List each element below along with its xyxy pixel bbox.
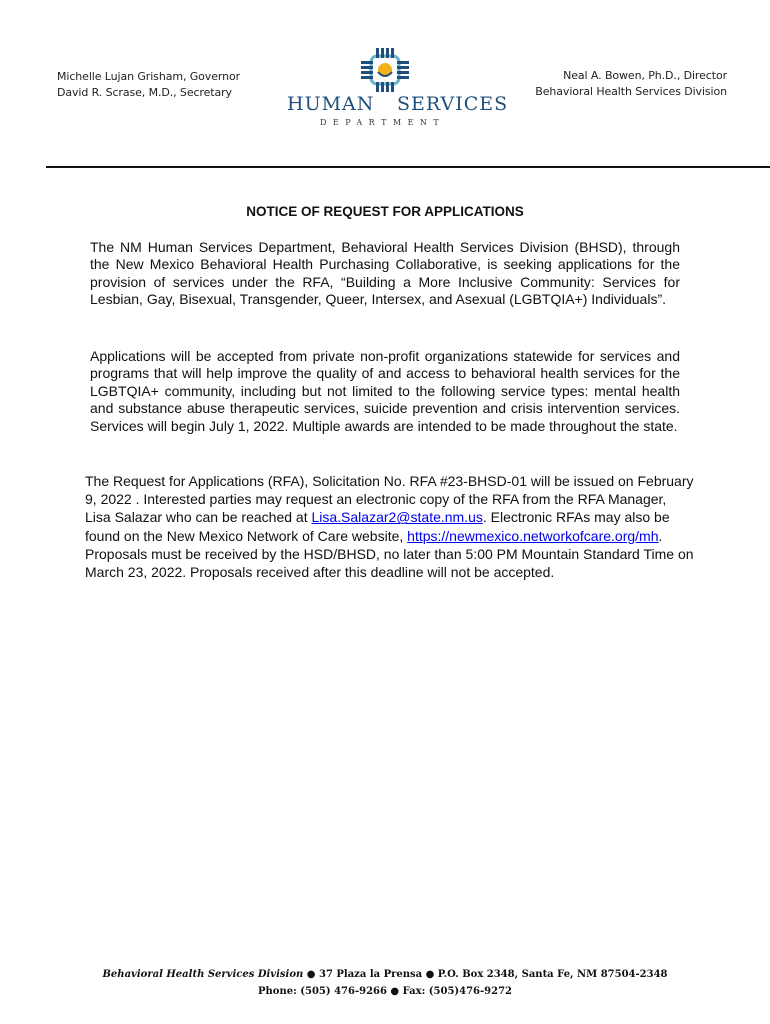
governor-secretary-block — [57, 69, 240, 101]
footer — [0, 966, 770, 1000]
human-services-logo — [286, 48, 509, 132]
logo-word-human: HUMAN — [287, 93, 375, 115]
header-divider — [46, 166, 770, 168]
director-line: Neal A. Bowen, Ph.D., Director — [563, 69, 727, 82]
director-block — [535, 68, 727, 100]
secretary-line: David R. Scrase, M.D., Secretary — [57, 86, 232, 99]
governor-line: Michelle Lujan Grisham, Governor — [57, 70, 241, 83]
submission-text-1: The Request for Applications (RFA), Solicitation No. RFA #23-BHSD-01 will be issued on February 9, 2022 . Interested parties may request an electronic copy of the RFA from the RFA Manager, Lisa Salazar who can be reached at — [85, 473, 694, 526]
footer-division: Behavioral Health Services Division — [102, 969, 304, 980]
notice-title: NOTICE OF REQUEST FOR APPLICATIONS — [246, 204, 524, 219]
zia-sun-icon — [357, 48, 413, 94]
paragraph-submission — [85, 472, 695, 581]
network-of-care-link[interactable]: https://newmexico.networkofcare.org/mh — [407, 527, 659, 544]
footer-phone-line: Phone: (505) 476-9266 ● Fax: (505)476-9272 — [258, 986, 512, 997]
logo-word-department: DEPARTMENT — [320, 118, 446, 127]
footer-address: ● 37 Plaza la Prensa ● P.O. Box 2348, Santa Fe, NM 87504-2348 — [303, 969, 668, 980]
logo-wordmark — [287, 93, 509, 115]
submission-text-3: . Proposals must be received by the HSD/BHSD, no later than 5:00 PM Mountain Standard Time on March 23, 2022. Proposals received after this deadline will not be accepted. — [85, 527, 694, 581]
rfa-manager-email-link[interactable]: Lisa.Salazar2@state.nm.us — [311, 509, 483, 526]
paragraph-intro: The NM Human Services Department, Behavioral Health Services Division (BHSD), through the New Mexico Behavioral Health Purchasing Collaborative, is seeking applications for the provision of services under the RFA, “Building a More Inclusive Community: Services for Lesbian, Gay, Bisexual, Transgender, Queer, Intersex, and Asexual (LGBTQIA+) Individuals”. — [90, 239, 680, 308]
logo-word-services: SERVICES — [397, 93, 509, 115]
submission-text-2: . Electronic RFAs may also be found on the New Mexico Network of Care website, — [85, 509, 670, 544]
paragraph-eligibility: Applications will be accepted from private non-profit organizations statewide for services and programs that will help improve the quality of and access to behavioral health services for the LGBTQIA+ community, including but not limited to the following service types: mental health and substance abuse therapeutic services, suicide prevention and crisis intervention services. Services will begin July 1, 2022. Multiple awards are intended to be made throughout the state. — [90, 348, 680, 434]
footer-address-line — [0, 966, 770, 983]
division-line: Behavioral Health Services Division — [535, 85, 727, 98]
